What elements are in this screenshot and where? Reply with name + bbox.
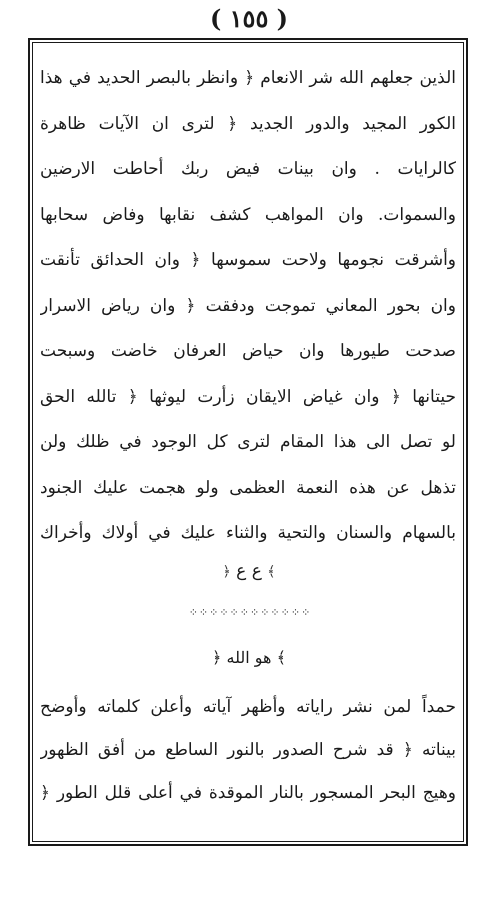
text-line: حمداً لمن نشر راياته وأظهر آياته وأعلن كلماته وأوضح bbox=[40, 697, 456, 717]
text-line: وان بحور المعاني تموجت ودفقت ﴿ وان رياض الاسرار bbox=[40, 295, 456, 316]
text-line: تذهل عن هذه النعمة العظمى ولو هجمت عليك الجنود bbox=[40, 477, 456, 498]
text-line: صدحت طيورها وان حياض العرفان خاضت وسبحت bbox=[40, 341, 456, 361]
main-text-block bbox=[40, 56, 456, 557]
text-line: وأشرقت نجومها ولاحت سموسها ﴿ وان الحدائق تأنقت bbox=[40, 250, 456, 270]
page-number: ( ١٥٥ ) bbox=[209, 4, 289, 33]
text-line: بالسهام والسنان والتحية والثناء عليك في أولاك وأخراك bbox=[40, 523, 456, 543]
text-line: الكور المجيد والدور الجديد ﴿ لترى ان الآيات ظاهرة bbox=[40, 113, 456, 134]
text-line: وهيج البحر المسجور بالنار الموقدة في أعلى قلل الطور ﴿ bbox=[40, 783, 456, 803]
ornament-bracket-icon: ﴿ bbox=[212, 648, 222, 667]
ornament-bracket-icon: ﴿ bbox=[222, 564, 231, 580]
text-line: لو تصل الى هذا المقام لترى كل الوجود في ظلك ولن bbox=[40, 432, 456, 452]
ornament-bracket-icon: ﴾ bbox=[276, 648, 286, 667]
ornament-bracket-icon: ﴾ bbox=[267, 564, 276, 580]
second-text-block bbox=[40, 686, 456, 815]
ornamental-divider: ⁘⁘⁘⁘⁘⁘⁘⁘⁘⁘⁘⁘ bbox=[188, 606, 312, 619]
section-marker-text: ع ع bbox=[236, 561, 262, 581]
text-line: حيتانها ﴿ وان غياض الايقان زأرت ليوثها ﴿ تالله الحق bbox=[40, 386, 456, 407]
section-heading bbox=[0, 648, 498, 667]
text-line: بيناته ﴿ قد شرح الصدور بالنور الساطع من أفق الظهور bbox=[40, 740, 456, 760]
text-line: كالرايات . وان بينات فيض ربك أحاطت الارضين bbox=[40, 159, 456, 179]
heading-text: هو الله bbox=[226, 648, 272, 667]
text-line: والسموات. وان المواهب كشف نقابها وفاض سحابها bbox=[40, 204, 456, 225]
text-line: الذين جعلهم الله شر الانعام ﴿ وانظر بالبصر الحديد في هذا bbox=[40, 68, 456, 88]
section-marker bbox=[0, 561, 498, 581]
